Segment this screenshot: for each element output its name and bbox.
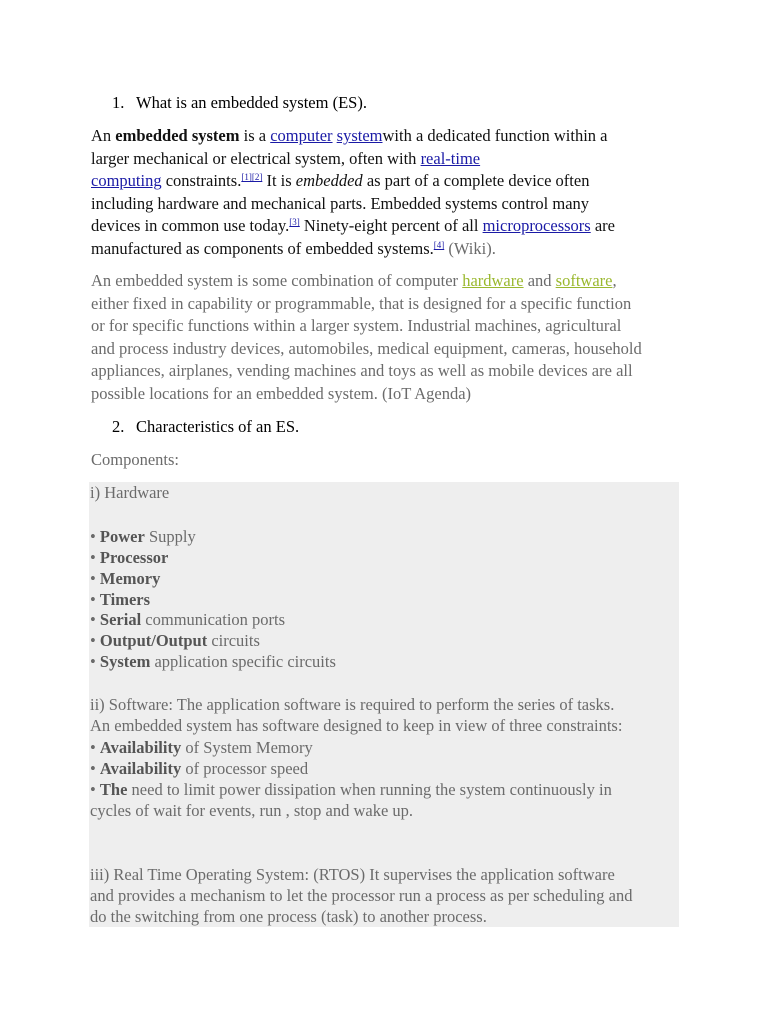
- bold-term: The: [99, 780, 128, 799]
- text: communication ports: [141, 610, 286, 629]
- bold-term: Power: [99, 527, 145, 546]
- text: manufactured as components of embedded systems.: [91, 238, 434, 258]
- para2-line-1: [91, 270, 691, 293]
- bullet: •: [90, 631, 100, 650]
- bullet: •: [90, 527, 100, 546]
- iot-definition-paragraph: [91, 270, 691, 406]
- text: larger mechanical or electrical system, often with: [91, 148, 421, 168]
- text: need to limit power dissipation when running the system continuously in: [127, 780, 612, 799]
- hardware-title: i) Hardware: [90, 483, 170, 502]
- sw-item-speed: [90, 758, 308, 779]
- citation-4[interactable]: [4]: [433, 239, 445, 250]
- hw-item-timers: [90, 589, 150, 610]
- link-software[interactable]: software: [555, 271, 613, 290]
- heading-number: 2.: [112, 417, 125, 436]
- bullet: •: [90, 590, 100, 609]
- heading-characteristics: [112, 417, 299, 437]
- heading-text: Characteristics of an ES.: [136, 417, 300, 436]
- bold-term: Processor: [99, 548, 169, 567]
- bullet: •: [90, 548, 100, 567]
- text: An: [91, 126, 116, 145]
- hw-item-power: [90, 526, 196, 547]
- para2-line-2: either fixed in capability or programmable, that is designed for a specific function: [91, 293, 632, 313]
- link-real-time[interactable]: real-time: [420, 148, 481, 168]
- bold-term: Timers: [99, 590, 151, 609]
- para2-line-5: appliances, airplanes, vending machines and toys as well as mobile devices are all: [91, 361, 633, 381]
- italic-embedded: embedded: [295, 171, 363, 191]
- text: of processor speed: [181, 759, 309, 778]
- hw-item-serial: [90, 609, 285, 630]
- bullet: •: [90, 610, 100, 629]
- para1-line-1: [91, 125, 691, 148]
- para1-line-6: [91, 238, 691, 261]
- bold-term: Availability: [99, 738, 182, 757]
- rtos-line-3: do the switching from one process (task) to another process.: [90, 907, 487, 926]
- link-microprocessors[interactable]: microprocessors: [482, 216, 591, 236]
- heading-text: What is an embedded system (ES).: [136, 93, 367, 112]
- bold-term: Serial: [99, 610, 142, 629]
- text: Ninety-eight percent of all: [299, 216, 483, 236]
- text: are: [590, 216, 615, 236]
- heading-what-is-es: [112, 93, 367, 113]
- para1-line-3: [91, 170, 691, 193]
- text: ,: [612, 271, 617, 290]
- hw-item-output: [90, 630, 260, 651]
- text: Supply: [144, 527, 196, 546]
- heading-number: 1.: [112, 93, 125, 112]
- text: as part of a complete device often: [362, 171, 590, 191]
- bold-term: System: [99, 652, 151, 671]
- para2-line-3: or for specific functions within a larger system. Industrial machines, agricultural: [91, 316, 622, 336]
- bullet: •: [90, 569, 100, 588]
- text: and: [523, 271, 556, 290]
- wiki-definition-paragraph: [91, 125, 691, 261]
- hw-item-processor: [90, 547, 168, 568]
- bold-term: Output/Output: [99, 631, 208, 650]
- sw-item-power-cont: cycles of wait for events, run , stop and wake up.: [90, 801, 414, 820]
- sw-item-power: [90, 779, 612, 800]
- citation-3[interactable]: [3]: [289, 217, 300, 228]
- text: circuits: [207, 631, 260, 650]
- bold-term: Availability: [99, 759, 182, 778]
- text: of System Memory: [181, 738, 313, 757]
- hw-item-system: [90, 651, 336, 672]
- sw-item-memory: [90, 737, 313, 758]
- bullet: •: [90, 652, 100, 671]
- software-line-1: ii) Software: The application software is required to perform the series of tasks.: [90, 695, 615, 714]
- para1-line-4: including hardware and mechanical parts. Embedded systems control many: [91, 193, 590, 213]
- text: with a dedicated function within a: [382, 126, 608, 145]
- text: application specific circuits: [150, 652, 336, 671]
- link-hardware[interactable]: hardware: [462, 271, 524, 290]
- term-embedded-system: embedded system: [115, 126, 240, 145]
- text: It is: [262, 171, 296, 191]
- rtos-line-1: iii) Real Time Operating System: (RTOS) It supervises the application software: [90, 865, 615, 884]
- bullet: •: [90, 738, 100, 757]
- source-wiki: (Wiki).: [444, 238, 496, 258]
- link-system[interactable]: system: [336, 126, 383, 145]
- text: devices in common use today.: [91, 216, 290, 236]
- text: An embedded system is some combination of computer: [91, 271, 463, 290]
- rtos-line-2: and provides a mechanism to let the processor run a process as per scheduling and: [90, 886, 633, 905]
- components-label: Components:: [91, 450, 180, 469]
- link-computer[interactable]: computer: [270, 126, 333, 145]
- bullet: •: [90, 759, 100, 778]
- software-line-2: An embedded system has software designed to keep in view of three constraints:: [90, 716, 623, 735]
- para1-line-5: [91, 215, 691, 238]
- para1-line-2: [91, 148, 691, 171]
- para2-line-6: possible locations for an embedded system. (IoT Agenda): [91, 383, 472, 403]
- text: is a: [239, 126, 271, 145]
- hw-item-memory: [90, 568, 160, 589]
- bold-term: Memory: [99, 569, 161, 588]
- link-computing[interactable]: computing: [91, 171, 162, 191]
- text: constraints.: [161, 171, 242, 191]
- para2-line-4: and process industry devices, automobiles, medical equipment, cameras, household: [91, 338, 642, 358]
- citation-1-2[interactable]: [1][2]: [241, 172, 263, 183]
- bullet: •: [90, 780, 100, 799]
